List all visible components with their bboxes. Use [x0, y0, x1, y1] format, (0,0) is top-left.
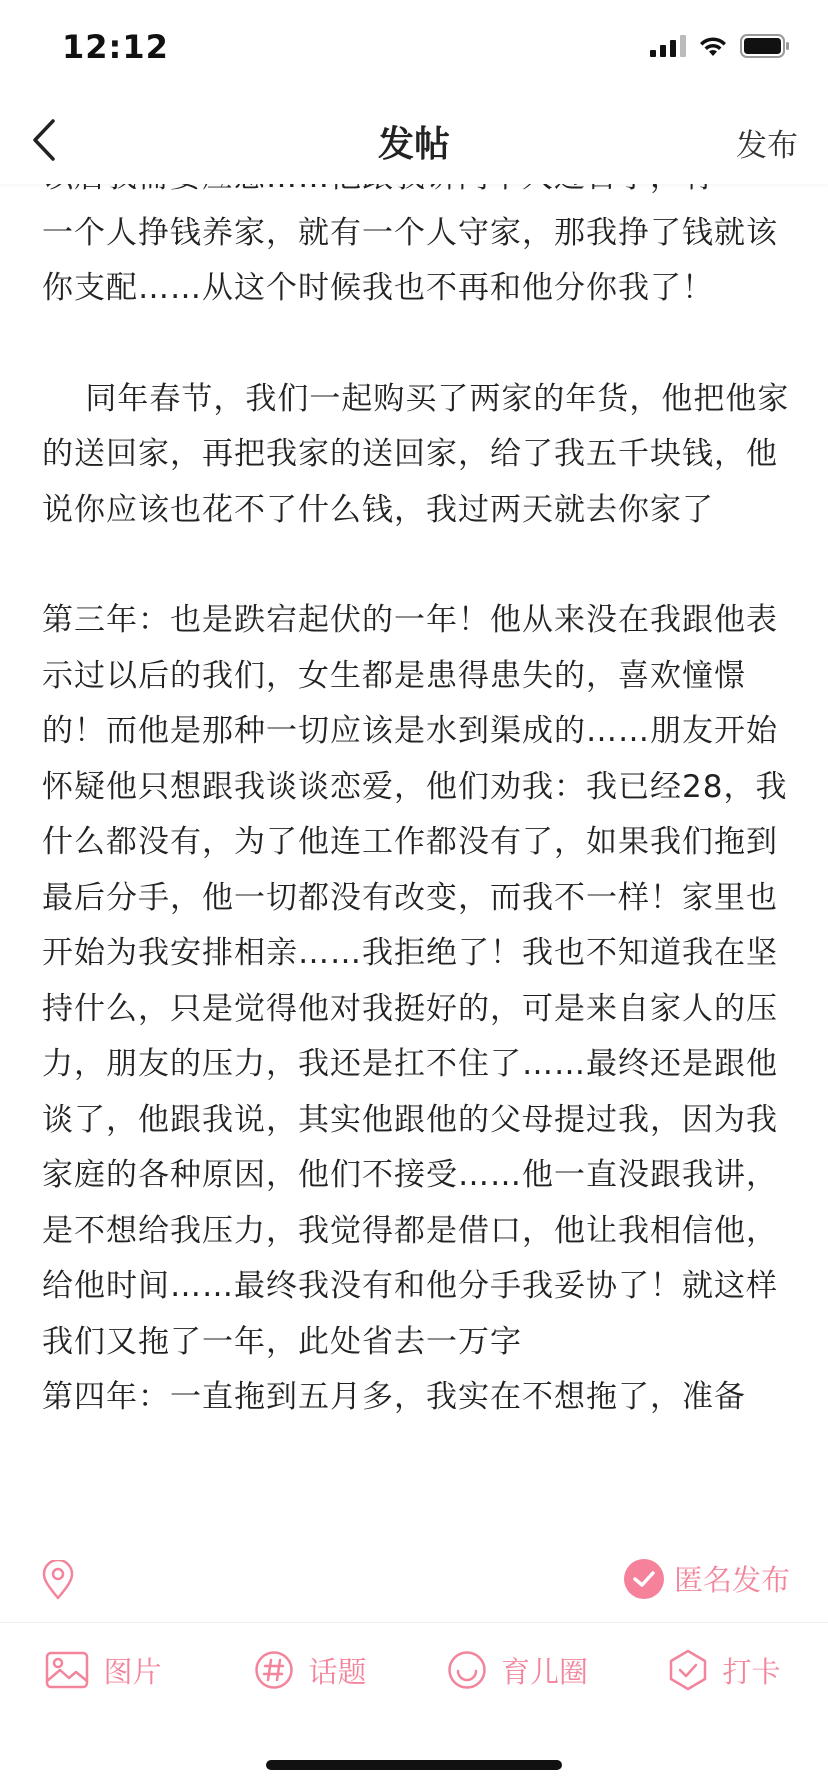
- anonymous-label: 匿名发布: [673, 1563, 790, 1597]
- post-options-row: [0, 1544, 828, 1616]
- status-bar: [0, 0, 828, 96]
- smile-icon: [447, 1650, 487, 1690]
- anonymous-checkbox[interactable]: [624, 1559, 664, 1599]
- toolbar-item-label: 话题: [308, 1654, 367, 1689]
- home-indicator: [266, 1760, 562, 1770]
- toolbar-item-checkin[interactable]: [621, 1634, 828, 1706]
- checkin-icon: [668, 1649, 708, 1691]
- page-title: 发帖: [377, 124, 450, 165]
- content-blank-line: [42, 317, 792, 372]
- toolbar-item-image[interactable]: [0, 1634, 207, 1706]
- content-paragraph: 第三年：也是跌宕起伏的一年！他从来没在我跟他表示过以后的我们，女生都是患得患失的，喜欢憧憬的！而他是那种一切应该是水到渠成的……朋友开始怀疑他只想跟我谈谈恋爱，他们劝我：我已经28，我什么都没有，为了他连工作都没有了，如果我们拖到最后分手，他一切都没有改变，而我不一样！家里也开始为我安排相亲……我拒绝了！我也不知道我在坚持什么，只是觉得他对我挺好的，可是来自家人的压力，朋友的压力，我还是扛不住了……最终还是跟他谈了，他跟我说，其实他跟他的父母提过我，因为我家庭的各种原因，他们不接受……他一直没跟我讲，是不想给我压力，我觉得都是借口，他让我相信他，给他时间……最终我没有和他分手我妥协了！就这样我们又拖了一年，此处省去一万字: [42, 602, 788, 1360]
- content-paragraph: 一个人挣钱养家，就有一个人守家，那我挣了钱就该你支配……从这个时候我也不再和他分你我了！: [42, 214, 778, 306]
- location-pin-icon: [40, 1560, 76, 1600]
- toolbar-item-topic[interactable]: [207, 1634, 414, 1706]
- toolbar-item-label: 育儿圈: [500, 1654, 588, 1689]
- image-icon: [45, 1651, 89, 1689]
- wifi-icon: [698, 35, 728, 57]
- check-icon: [632, 1570, 656, 1588]
- content-paragraph: 同年春节，我们一起购买了两家的年货，他把他家的送回家，再把我家的送回家，给了我五千块钱，他说你应该也花不了什么钱，我过两天就去你家了: [42, 380, 790, 528]
- content-blank-line: [42, 538, 792, 593]
- status-time: 12:12: [62, 28, 169, 66]
- toolbar-item-parenting-circle[interactable]: [414, 1634, 621, 1706]
- battery-icon: [740, 34, 790, 58]
- publish-button[interactable]: 发布: [736, 128, 798, 164]
- toolbar-item-label: 打卡: [722, 1654, 781, 1689]
- anonymous-toggle[interactable]: [624, 1558, 790, 1599]
- divider: [0, 1622, 828, 1623]
- hashtag-icon: [254, 1650, 294, 1690]
- status-icons: [650, 34, 790, 58]
- location-button[interactable]: [40, 1560, 76, 1600]
- nav-bar: [0, 96, 828, 184]
- post-content-editor[interactable]: [42, 150, 792, 1530]
- cellular-signal-icon: [650, 35, 686, 57]
- bottom-toolbar: [0, 1634, 828, 1706]
- toolbar-item-label: 图片: [103, 1654, 162, 1689]
- content-paragraph: 第四年：一直拖到五月多，我实在不想拖了，准备: [42, 1379, 746, 1415]
